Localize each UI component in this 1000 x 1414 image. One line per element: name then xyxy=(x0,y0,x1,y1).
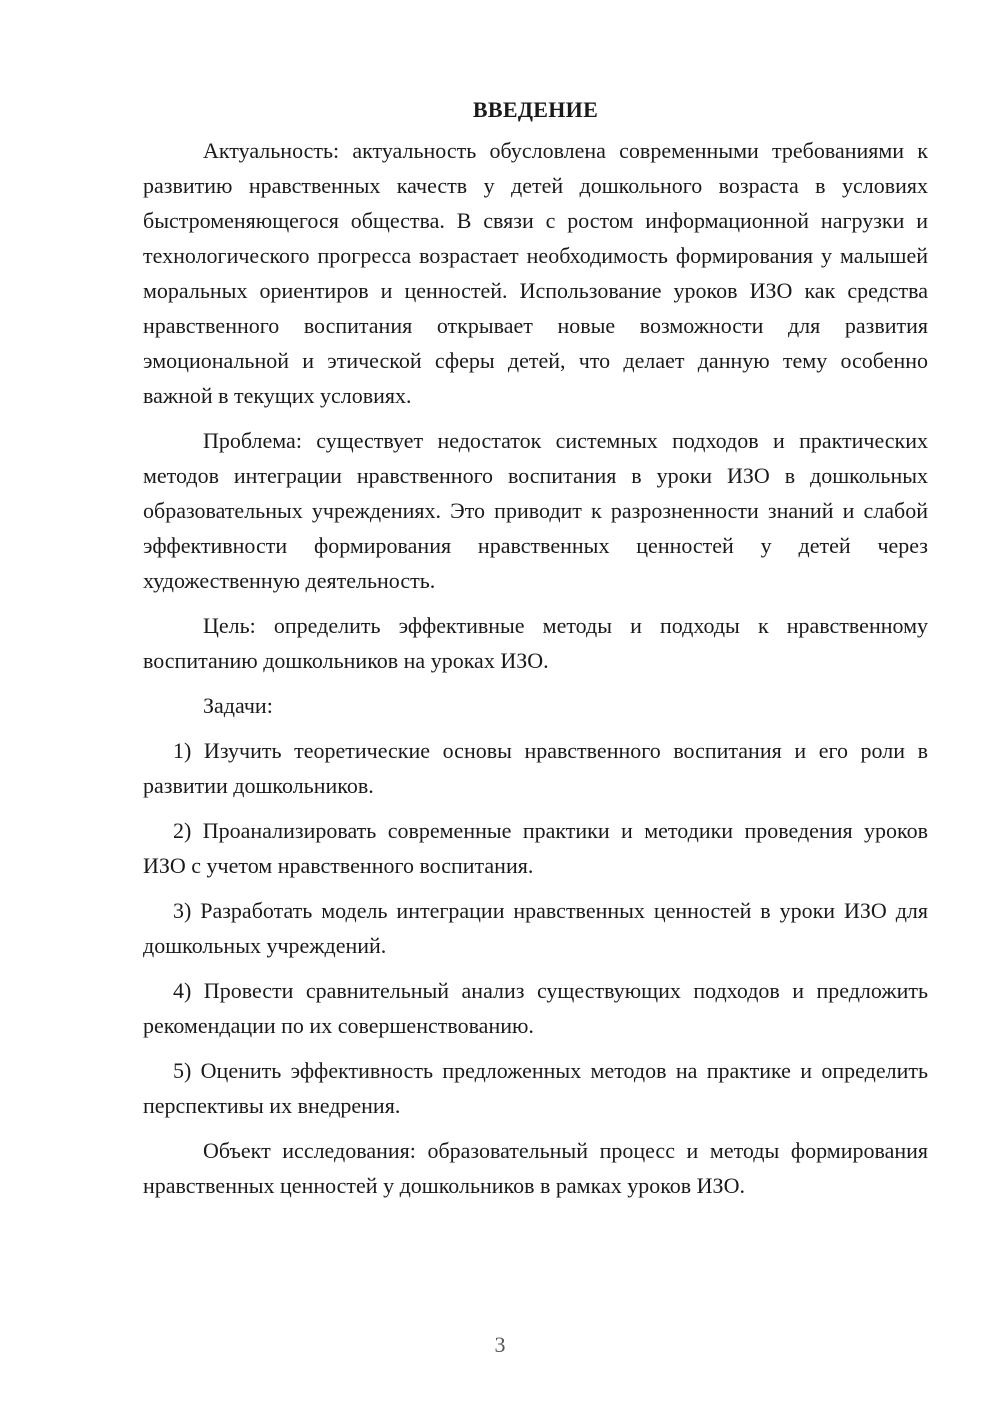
paragraph-object: Объект исследования: образовательный процесс и методы формирования нравственных ценностей у дошкольников в рамках уроков ИЗО. xyxy=(143,1138,928,1198)
task-item-3: 3) Разработать модель интеграции нравственных ценностей в уроки ИЗО для дошкольных учреждений. xyxy=(143,898,928,958)
document-page xyxy=(143,95,928,1213)
paragraph-relevance: Актуальность: актуальность обусловлена современными требованиями к развитию нравственных качеств у детей дошкольного возраста в условиях быстроменяющегося общества. В связи с ростом информационной нагрузки и технологического прогресса возрастает необходимость формирования у малышей моральных ориентиров и ценностей. Использование уроков ИЗО как средства нравственного воспитания открывает новые возможности для развития эмоциональной и этической сферы детей, что делает данную тему особенно важной в текущих условиях. xyxy=(143,138,928,408)
paragraph-goal: Цель: определить эффективные методы и подходы к нравственному воспитанию дошкольников на уроках ИЗО. xyxy=(143,613,928,673)
page-number: 3 xyxy=(494,1332,506,1357)
paragraph-problem: Проблема: существует недостаток системных подходов и практических методов интеграции нравственного воспитания в уроки ИЗО в дошкольных образовательных учреждениях. Это приводит к разрозненности знаний и слабой эффективности формирования нравственных ценностей у детей через художественную деятельность. xyxy=(143,428,928,593)
task-item-2: 2) Проанализировать современные практики и методики проведения уроков ИЗО с учетом нравственного воспитания. xyxy=(143,818,928,878)
task-item-5: 5) Оценить эффективность предложенных методов на практике и определить перспективы их внедрения. xyxy=(143,1058,928,1118)
task-item-1: 1) Изучить теоретические основы нравственного воспитания и его роли в развитии дошкольников. xyxy=(143,738,928,798)
tasks-list xyxy=(143,733,928,1123)
tasks-heading: Задачи: xyxy=(203,693,273,718)
document-title: ВВЕДЕНИЕ xyxy=(472,97,599,122)
task-item-4: 4) Провести сравнительный анализ существующих подходов и предложить рекомендации по их совершенствованию. xyxy=(143,978,928,1038)
